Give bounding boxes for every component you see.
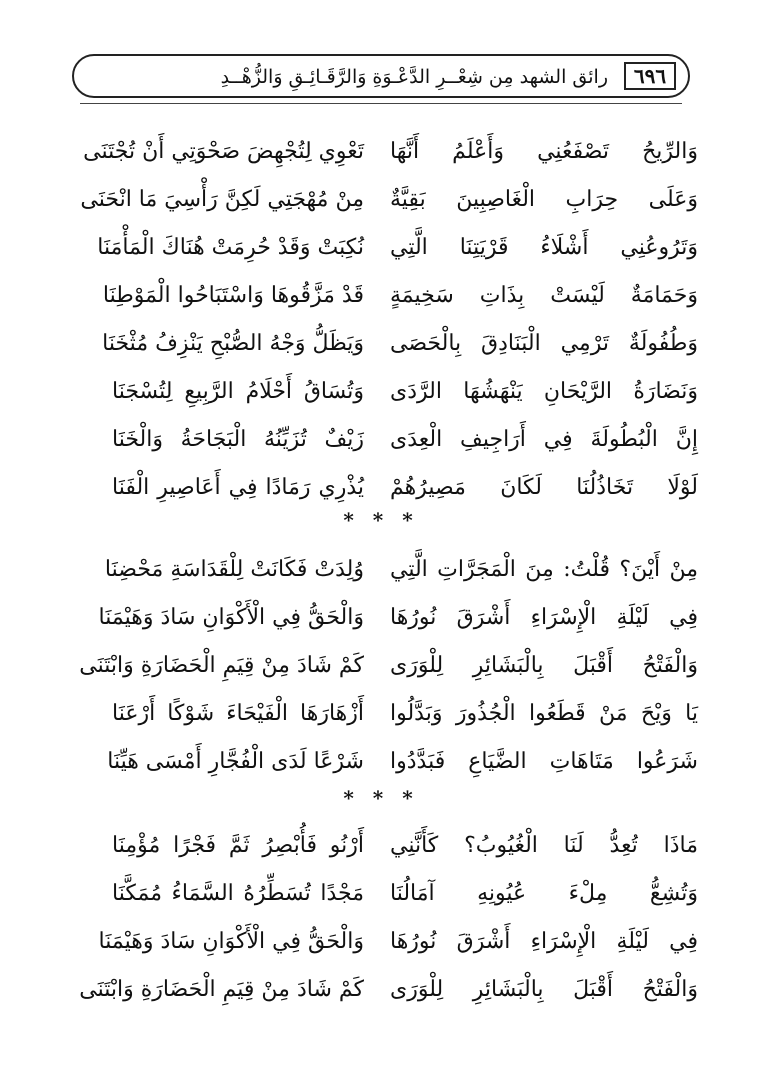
verse-second-hemistich: قَدْ مَزَّقُوهَا وَاسْتَبَاحُوا الْمَوْطِنَا	[102, 283, 364, 308]
verse-second-hemistich: مَجْدًا تُسَطِّرُهُ السَّمَاءُ مُمَكَّنَا	[112, 881, 364, 906]
verse-row	[0, 464, 762, 512]
verse-row	[0, 128, 762, 176]
stanza-separator: * * *	[343, 508, 419, 532]
verse-first-hemistich: وَطُفُولَةٌ تَرْمِي الْبَنَادِقَ بِالْحَصَى	[390, 331, 698, 356]
running-title: رائق الشهد مِن شِعْــرِ الدَّعْـوَةِ وَالرَّقَـائِـقِ وَالزُّهْــدِ	[220, 66, 608, 88]
verse-row	[0, 416, 762, 464]
verse-second-hemistich: وَالْحَقُّ فِي الْأَكْوَانِ سَادَ وَهَيْمَنَا	[98, 929, 364, 954]
verse-row	[0, 738, 762, 786]
page-header	[72, 54, 690, 98]
verse-second-hemistich: كَمْ شَادَ مِنْ قِيَمِ الْحَضَارَةِ وَابْتَنَى	[79, 653, 364, 678]
verse-second-hemistich: مِنْ مُهْجَتِي لَكِنَّ رَأْسِيَ مَا انْحَنَى	[80, 187, 364, 212]
verse-first-hemistich: وَالرِّيحُ تَصْفَعُنِي وَأَعْلَمُ أَنَّهَا	[390, 139, 698, 164]
verse-second-hemistich: أَزْهَارَهَا الْفَيْحَاءَ شَوْكًا أَرْعَنَا	[112, 701, 364, 726]
verse-second-hemistich: وَالْحَقُّ فِي الْأَكْوَانِ سَادَ وَهَيْمَنَا	[98, 605, 364, 630]
page-number: ٦٩٦	[624, 62, 676, 90]
verse-row	[0, 546, 762, 594]
stanza-separator: * * *	[343, 786, 419, 810]
verse-row	[0, 822, 762, 870]
verse-first-hemistich: إِنَّ الْبُطُولَةَ فِي أَرَاجِيفِ الْعِدَى	[390, 427, 698, 452]
verse-first-hemistich: وَالْفَتْحُ أَقْبَلَ بِالْبَشَائِرِ لِلْوَرَى	[390, 653, 698, 678]
verse-first-hemistich: مَاذَا تُعِدُّ لَنَا الْغُيُوبُ؟ كَأَنَّنِي	[390, 833, 698, 858]
verse-second-hemistich: نُكِبَتْ وَقَدْ حُرِمَتْ هُنَاكَ الْمَأْمَنَا	[97, 235, 364, 260]
verse-row	[0, 966, 762, 1014]
verse-first-hemistich: وَنَضَارَةُ الرَّيْحَانِ يَنْهَشُهَا الرَّدَى	[390, 379, 698, 404]
verse-first-hemistich: لَوْلَا تَخَاذُلُنَا لَكَانَ مَصِيرُهُمْ	[390, 475, 698, 500]
stanza-1	[0, 128, 762, 512]
verse-second-hemistich: كَمْ شَادَ مِنْ قِيَمِ الْحَضَارَةِ وَابْتَنَى	[79, 977, 364, 1002]
verse-first-hemistich: فِي لَيْلَةِ الْإِسْرَاءِ أَشْرَقَ نُورُهَا	[390, 605, 698, 630]
verse-second-hemistich: تَعْوِي لِتُجْهِضَ صَحْوَتِي أَنْ تُجْتَنَى	[83, 139, 364, 164]
verse-row	[0, 642, 762, 690]
verse-row	[0, 224, 762, 272]
verse-second-hemistich: يُذْرِي رَمَادًا فِي أَعَاصِيرِ الْفَنَا	[112, 475, 364, 500]
verse-second-hemistich: زَيْفٌ تُزَيِّنُهُ الْبَجَاحَةُ وَالْخَنَا	[112, 427, 364, 452]
verse-second-hemistich: أَرْنُو فَأُبْصِرُ ثَمَّ فَجْرًا مُؤْمِنَا	[112, 833, 364, 858]
stanza-2	[0, 546, 762, 786]
verse-first-hemistich: وَعَلَى حِرَابِ الْغَاصِبِينَ بَقِيَّةٌ	[390, 187, 698, 212]
verse-row	[0, 272, 762, 320]
verse-first-hemistich: وَتَرُوعُنِي أَشْلَاءُ قَرْيَتِنَا الَّتِي	[390, 235, 698, 260]
verse-second-hemistich: وَيَظَلُّ وَجْهُ الصُّبْحِ يَنْزِفُ مُثْخَنَا	[102, 331, 364, 356]
verse-row	[0, 918, 762, 966]
verse-second-hemistich: وُلِدَتْ فَكَانَتْ لِلْقَدَاسَةِ مَحْضِنَا	[104, 557, 364, 582]
verse-first-hemistich: يَا وَيْحَ مَنْ قَطَعُوا الْجُذُورَ وَبَدَّلُوا	[390, 701, 698, 726]
verse-row	[0, 594, 762, 642]
stanza-3	[0, 822, 762, 1014]
verse-row	[0, 690, 762, 738]
verse-second-hemistich: وَتُسَاقُ أَحْلَامُ الرَّبِيعِ لِتُسْجَنَا	[112, 379, 364, 404]
verse-first-hemistich: وَحَمَامَةٌ لَيْسَتْ بِذَاتِ سَخِيمَةٍ	[390, 283, 698, 308]
verse-row	[0, 368, 762, 416]
verse-first-hemistich: وَتُشِعُّ مِلْءَ عُيُونِهِ آمَالُنَا	[390, 881, 698, 906]
verse-first-hemistich: فِي لَيْلَةِ الْإِسْرَاءِ أَشْرَقَ نُورُهَا	[390, 929, 698, 954]
verse-row	[0, 870, 762, 918]
verse-row	[0, 320, 762, 368]
verse-first-hemistich: وَالْفَتْحُ أَقْبَلَ بِالْبَشَائِرِ لِلْوَرَى	[390, 977, 698, 1002]
verse-row	[0, 176, 762, 224]
verse-second-hemistich: شَرْعًا لَدَى الْفُجَّارِ أَمْسَى هَيِّنَا	[107, 749, 364, 774]
verse-first-hemistich: مِنْ أَيْنَ؟ قُلْتُ: مِنَ الْمَجَرَّاتِ الَّتِي	[390, 557, 698, 582]
verse-first-hemistich: شَرَعُوا مَتَاهَاتِ الضَّيَاعِ فَبَدَّدُوا	[390, 749, 698, 774]
